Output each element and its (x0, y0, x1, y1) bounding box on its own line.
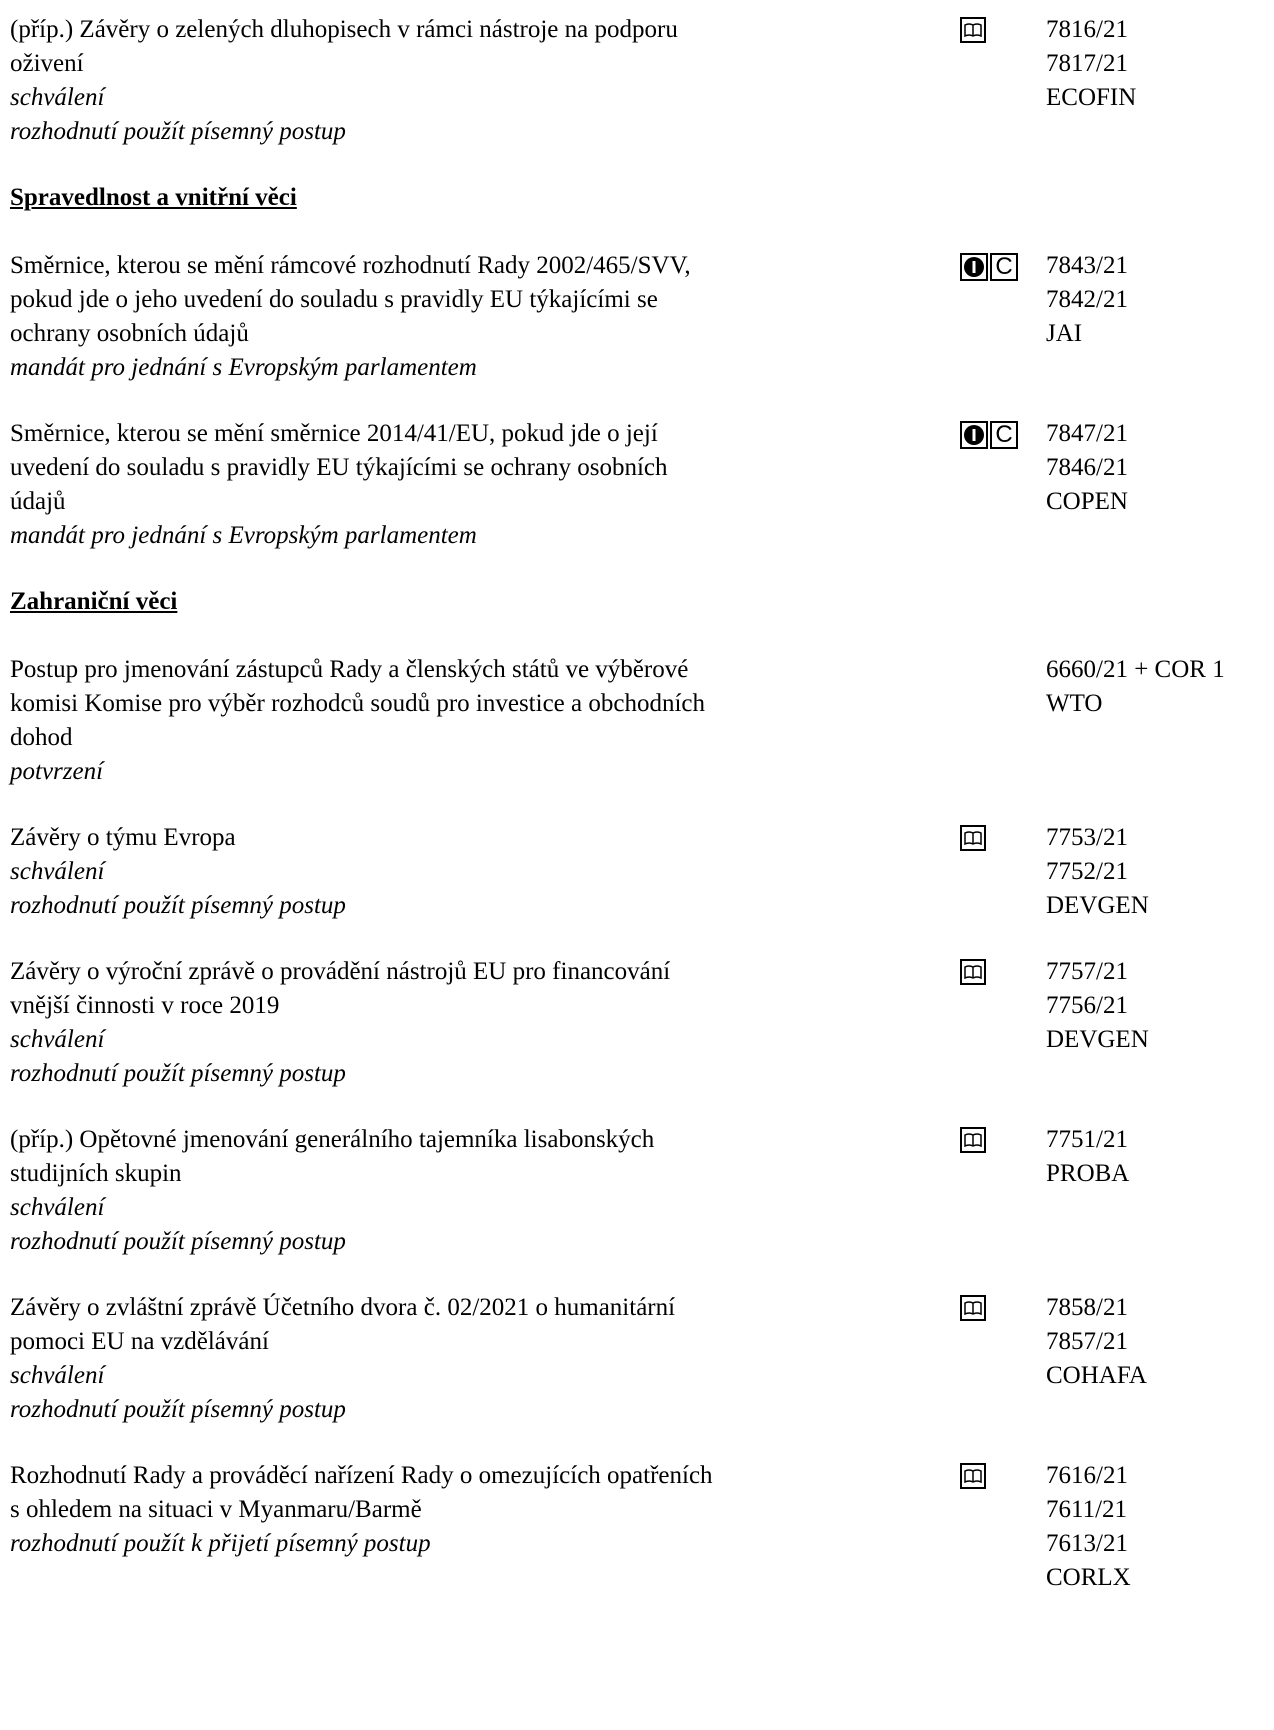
agenda-item (10, 1123, 1274, 1259)
item-note: rozhodnutí použít písemný postup (10, 1228, 346, 1255)
item-title-line: Závěry o zvláštní zprávě Účetního dvora č. 02/2021 o humanitární (10, 1294, 676, 1321)
item-title-line: pomoci EU na vzdělávání (10, 1328, 269, 1355)
item-note: rozhodnutí použít písemný postup (10, 1396, 346, 1423)
document-reference: 7847/21 (1046, 420, 1128, 447)
item-title-line: Postup pro jmenování zástupců Rady a členských států ve výběrové (10, 656, 689, 683)
item-title-line: Směrnice, kterou se mění rámcové rozhodnutí Rady 2002/465/SVV, (10, 252, 691, 279)
working-party-code: PROBA (1046, 1160, 1130, 1187)
item-text (10, 13, 930, 149)
item-text (10, 955, 930, 1091)
item-icons (960, 1127, 986, 1155)
book-icon (960, 17, 986, 43)
document-reference: 7753/21 (1046, 824, 1128, 851)
document-reference: 7846/21 (1046, 454, 1128, 481)
item-text (10, 417, 930, 553)
working-party-code: WTO (1046, 690, 1103, 717)
document-reference: 7817/21 (1046, 50, 1128, 77)
item-title-line: (příp.) Opětovné jmenování generálního tajemníka lisabonských (10, 1126, 655, 1153)
agenda-item (10, 249, 1274, 385)
document-reference: 7613/21 (1046, 1530, 1128, 1557)
item-title-line: Rozhodnutí Rady a prováděcí nařízení Rady o omezujících opatřeních (10, 1462, 713, 1489)
item-icons (960, 17, 986, 45)
book-icon (960, 1295, 986, 1321)
section-heading: Spravedlnost a vnitřní věci (10, 184, 297, 211)
working-party-code: CORLX (1046, 1564, 1131, 1591)
item-title-line: studijních skupin (10, 1160, 182, 1187)
item-text (10, 1291, 930, 1427)
item-note: schválení (10, 1026, 105, 1053)
item-icons (960, 253, 1018, 281)
document-reference: 7857/21 (1046, 1328, 1128, 1355)
document-reference: 7756/21 (1046, 992, 1128, 1019)
item-icons (960, 959, 986, 987)
public-consultation-icon: C (990, 421, 1018, 449)
item-title-line: (příp.) Závěry o zelených dluhopisech v rámci nástroje na podporu (10, 16, 678, 43)
item-title-line: údajů (10, 488, 66, 515)
item-note: schválení (10, 858, 105, 885)
item-title-line: dohod (10, 724, 73, 751)
item-note: potvrzení (10, 758, 104, 785)
item-note: mandát pro jednání s Evropským parlamentem (10, 354, 477, 381)
item-icons (960, 421, 1018, 449)
document-reference: 7757/21 (1046, 958, 1128, 985)
document-reference: 7842/21 (1046, 286, 1128, 313)
item-title-line: uvedení do souladu s pravidly EU týkajícími se ochrany osobních (10, 454, 668, 481)
item-note: rozhodnutí použít písemný postup (10, 118, 346, 145)
item-references (1046, 821, 1149, 923)
item-title-line: komisi Komise pro výběr rozhodců soudů pro investice a obchodních (10, 690, 705, 717)
item-title-line: oživení (10, 50, 84, 77)
document-reference: 7843/21 (1046, 252, 1128, 279)
item-title-line: Závěry o výroční zprávě o provádění nástrojů EU pro financování (10, 958, 671, 985)
book-icon (960, 959, 986, 985)
book-icon (960, 1127, 986, 1153)
working-party-code: DEVGEN (1046, 1026, 1149, 1053)
agenda-item (10, 653, 1274, 789)
agenda-item (10, 1459, 1274, 1591)
item-references (1046, 1459, 1131, 1595)
agenda-item (10, 417, 1274, 553)
agenda-item (10, 821, 1274, 923)
open-session-icon (960, 421, 988, 449)
agenda-item (10, 955, 1274, 1091)
item-note: rozhodnutí použít písemný postup (10, 892, 346, 919)
item-note: rozhodnutí použít písemný postup (10, 1060, 346, 1087)
document-reference: 7616/21 (1046, 1462, 1128, 1489)
item-note: rozhodnutí použít k přijetí písemný postup (10, 1530, 431, 1557)
item-text (10, 1123, 930, 1259)
public-consultation-icon: C (990, 253, 1018, 281)
item-text (10, 249, 930, 385)
document-reference: 6660/21 + COR 1 (1046, 656, 1225, 683)
document-reference: 7751/21 (1046, 1126, 1128, 1153)
item-references (1046, 1123, 1129, 1191)
item-title-line: s ohledem na situaci v Myanmaru/Barmě (10, 1496, 422, 1523)
item-note: mandát pro jednání s Evropským parlamentem (10, 522, 477, 549)
book-icon (960, 1463, 986, 1489)
section-heading: Zahraniční věci (10, 588, 178, 615)
agenda-item (10, 1291, 1274, 1427)
item-references (1046, 13, 1136, 115)
open-session-icon (960, 253, 988, 281)
item-title-line: vnější činnosti v roce 2019 (10, 992, 280, 1019)
book-icon (960, 825, 986, 851)
item-text (10, 1459, 930, 1561)
item-icons (960, 1295, 986, 1323)
item-text (10, 821, 930, 923)
agenda-item (10, 13, 1274, 149)
item-note: schválení (10, 84, 105, 111)
item-note: schválení (10, 1194, 105, 1221)
item-references (1046, 955, 1149, 1057)
document-reference: 7611/21 (1046, 1496, 1128, 1523)
document-reference: 7752/21 (1046, 858, 1128, 885)
item-references (1046, 653, 1225, 721)
item-title-line: Směrnice, kterou se mění směrnice 2014/41/EU, pokud jde o její (10, 420, 658, 447)
item-references (1046, 1291, 1147, 1393)
item-references (1046, 249, 1128, 351)
item-title-line: ochrany osobních údajů (10, 320, 249, 347)
item-icons (960, 825, 986, 853)
working-party-code: COPEN (1046, 488, 1128, 515)
item-text (10, 653, 930, 789)
working-party-code: COHAFA (1046, 1362, 1147, 1389)
item-icons (960, 1463, 986, 1491)
item-title-line: Závěry o týmu Evropa (10, 824, 236, 851)
item-references (1046, 417, 1128, 519)
document-reference: 7858/21 (1046, 1294, 1128, 1321)
working-party-code: ECOFIN (1046, 84, 1137, 111)
document-reference: 7816/21 (1046, 16, 1128, 43)
item-note: schválení (10, 1362, 105, 1389)
working-party-code: JAI (1046, 320, 1083, 347)
item-title-line: pokud jde o jeho uvedení do souladu s pravidly EU týkajícími se (10, 286, 658, 313)
agenda-page (10, 13, 1274, 1593)
working-party-code: DEVGEN (1046, 892, 1149, 919)
